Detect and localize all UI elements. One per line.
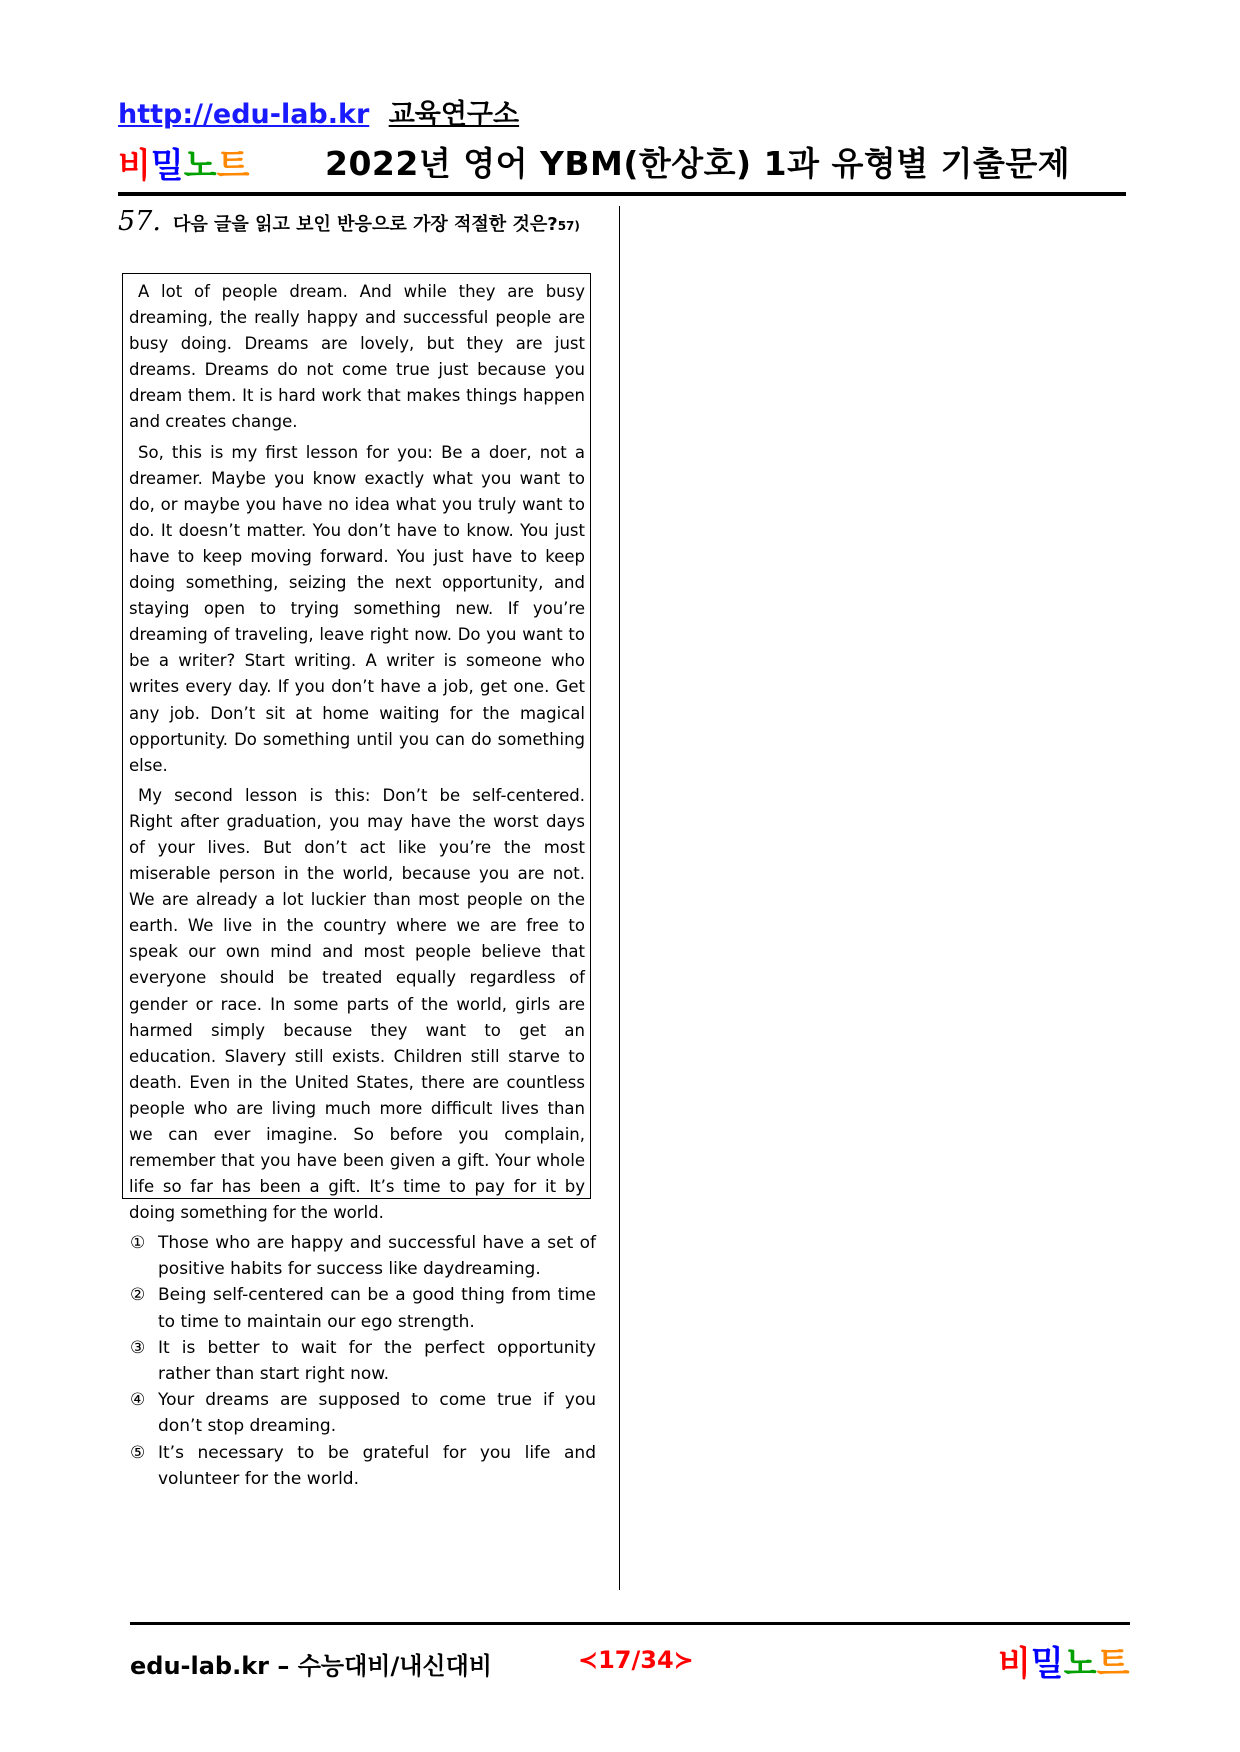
option-text: Those who are happy and successful have a set of positive habits for success like daydreaming.	[158, 1233, 596, 1280]
passage-paragraph-1: A lot of people dream. And while they are busy dreaming, the really happy and successful people are busy doing. Dreams are lovely, but they are just dreams. Dreams do not come true just because you dream them. It is hard work that makes things happen and creates change.	[129, 282, 585, 432]
header-divider	[118, 192, 1126, 196]
reading-passage	[122, 273, 591, 1223]
answer-options	[130, 1230, 596, 1492]
option-text: Being self-centered can be a good thing from time to time to maintain our ego strength.	[158, 1285, 596, 1332]
option-marker: ④	[130, 1390, 146, 1411]
brand-char-1: 비	[118, 146, 151, 186]
question-number: 57.	[118, 206, 161, 237]
option-text: It’s necessary to be grateful for you life and volunteer for the world.	[158, 1442, 596, 1489]
question-footnote: 57)	[557, 219, 580, 233]
page-number: ≺17/34≻	[578, 1646, 694, 1674]
column-divider	[619, 206, 620, 1590]
option-text: It is better to wait for the perfect opportunity rather than start right now.	[158, 1337, 596, 1385]
question-prompt-block	[173, 211, 596, 240]
option-marker: ②	[130, 1285, 146, 1306]
header-link-line	[118, 92, 519, 131]
brand-logo-footer	[998, 1636, 1129, 1685]
question-prompt: 다음 글을 읽고 보인 반응으로 가장 적절한 것은?	[173, 214, 558, 235]
brand-logo-top	[118, 138, 249, 187]
brand-char-1: 비	[998, 1644, 1031, 1684]
answer-option-4[interactable]	[130, 1387, 596, 1439]
site-url-link[interactable]: http://edu-lab.kr	[118, 99, 370, 130]
brand-char-3: 노	[183, 146, 217, 186]
brand-char-2: 밀	[150, 146, 184, 186]
brand-char-4: 트	[216, 146, 250, 186]
footer-divider	[130, 1622, 1130, 1625]
passage-paragraph-2: So, this is my first lesson for you: Be a doer, not a dreamer. Maybe you know exactly what you want to do, or maybe you have no idea what you truly want to do. It doesn’t matter. You don’t have to know. You just have to keep moving forward. You just have to keep doing something, seizing the next opportunity, and staying open to trying something new. If you’re dreaming of traveling, leave right now. Do you want to be a writer? Start writing. A writer is someone who writes every day. If you don’t have a job, get one. Get any job. Don’t sit at home waiting for the magical opportunity. Do something until you can do something else.	[129, 442, 585, 775]
answer-option-3[interactable]	[130, 1335, 596, 1387]
org-name: 교육연구소	[388, 99, 520, 130]
document-title: 2022년 영어 YBM(한상호) 1과 유형별 기출문제	[325, 144, 1071, 183]
answer-option-1[interactable]	[130, 1230, 596, 1282]
brand-char-3: 노	[1063, 1644, 1097, 1684]
brand-char-2: 밀	[1030, 1644, 1064, 1684]
brand-char-4: 트	[1096, 1644, 1130, 1684]
option-marker: ⑤	[130, 1442, 146, 1463]
option-marker: ①	[130, 1233, 146, 1253]
option-text: Your dreams are supposed to come true if you don’t stop dreaming.	[158, 1390, 596, 1437]
passage-paragraph-3: My second lesson is this: Don’t be self-centered. Right after graduation, you may have the worst days of your lives. But don’t act like you’re the most miserable person in the world, because you are not. We are already a lot luckier than most people on the earth. We live in the country where we are free to speak our own mind and most people believe that everyone should be treated equally regardless of gender or race. In some parts of the world, girls are harmed simply because they want to get an education. Slavery still exists. Children still starve to death. Even in the United States, there are countless people who are living much more difficult lives than we can ever imagine. So before you complain, remember that you have been given a gift. Your whole life so far has been a gift. It’s time to pay for it by doing something for the world.	[129, 785, 585, 1223]
option-marker: ③	[130, 1337, 146, 1358]
answer-option-2[interactable]	[130, 1282, 596, 1334]
footer-site-text: edu-lab.kr – 수능대비/내신대비	[130, 1652, 492, 1680]
answer-option-5[interactable]	[130, 1440, 596, 1492]
